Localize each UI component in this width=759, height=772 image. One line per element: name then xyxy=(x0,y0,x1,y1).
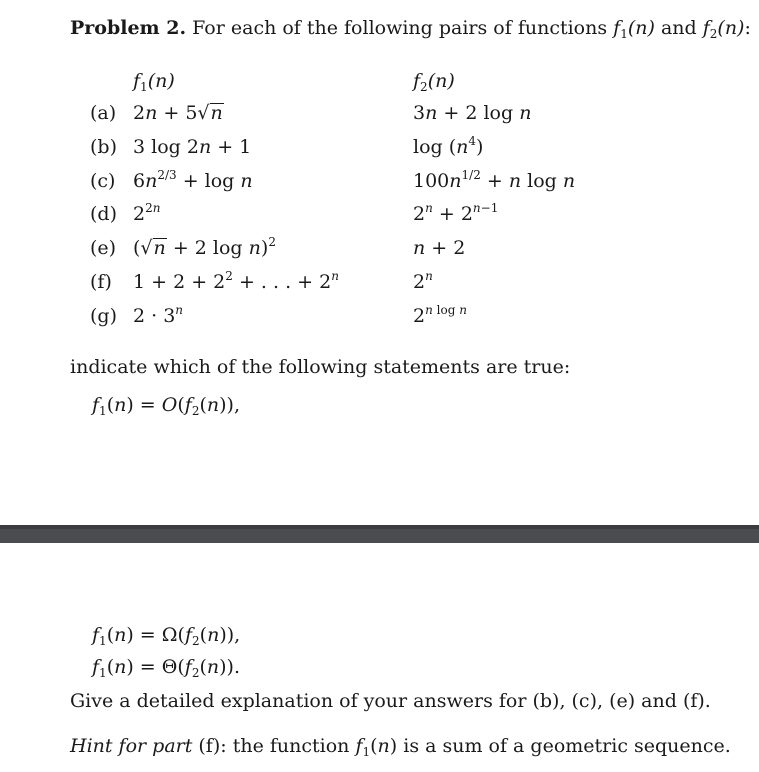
row-e-f1: (√n + 2 log n)$^2$ xyxy=(133,235,276,259)
and-text: and xyxy=(654,17,703,39)
statement-big-o: $f_1(n) = O(f_2(n))$, xyxy=(92,394,241,418)
statement-theta: $f_1(n) = \Theta(f_2(n))$. xyxy=(92,656,241,680)
row-f-f2: 2$^n$ xyxy=(413,269,433,293)
row-b-f1: 3 log 2n + 1 xyxy=(133,136,252,158)
f2-symbol: $f_2(n)$ xyxy=(702,17,745,41)
row-label-e: (e) xyxy=(90,237,117,259)
row-label-g: (g) xyxy=(90,305,117,327)
row-g-f1: $2 \cdot 3^n$ xyxy=(133,303,184,327)
row-b-f2: $\log (n^4)$ xyxy=(413,134,484,158)
row-g-f2: $2^{n log n}$ xyxy=(413,303,467,327)
row-d-f1: $2^{2n}$ xyxy=(133,201,161,225)
row-label-a: (a) xyxy=(90,102,117,124)
hint-text: Hint for part (f): the function $f_1(n)$ is a sum of a geometric sequence. xyxy=(70,735,731,759)
row-c-f2: $100n^{1/2} + n$ log n xyxy=(413,168,576,192)
row-label-c: (c) xyxy=(90,170,116,192)
intro-text: For each of the following pairs of functions xyxy=(186,17,614,39)
problem-label: Problem 2. xyxy=(70,17,187,39)
row-f-f1: $1 + 2 + 2^2$ + . . . + $2^n$ xyxy=(133,269,339,293)
page-divider-bar xyxy=(0,525,759,543)
column-header-f2: $f_2(n)$ xyxy=(413,70,455,94)
row-a-f2: 3n + 2 log n xyxy=(413,102,532,124)
explanation-text: Give a detailed explanation of your answers for (b), (c), (e) and (f). xyxy=(70,690,711,712)
indicate-text: indicate which of the following statements are true: xyxy=(70,356,571,378)
f1-symbol: $f_1(n)$ xyxy=(613,17,655,41)
row-label-b: (b) xyxy=(90,136,117,158)
colon: : xyxy=(744,17,751,39)
row-a-f1: 2n + 5√n xyxy=(133,102,223,124)
row-label-f: (f) xyxy=(90,271,112,293)
problem-intro xyxy=(70,16,751,40)
statement-omega: $f_1(n) = \Omega(f_2(n))$, xyxy=(92,624,241,648)
row-label-d: (d) xyxy=(90,203,117,225)
row-c-f1: $6n^{2/3} + \log n$ xyxy=(133,168,253,192)
row-e-f2: n + 2 xyxy=(413,237,466,259)
row-d-f2: $2^n + 2^{n-1}$ xyxy=(413,201,499,225)
column-header-f1: $f_1(n)$ xyxy=(133,70,175,94)
